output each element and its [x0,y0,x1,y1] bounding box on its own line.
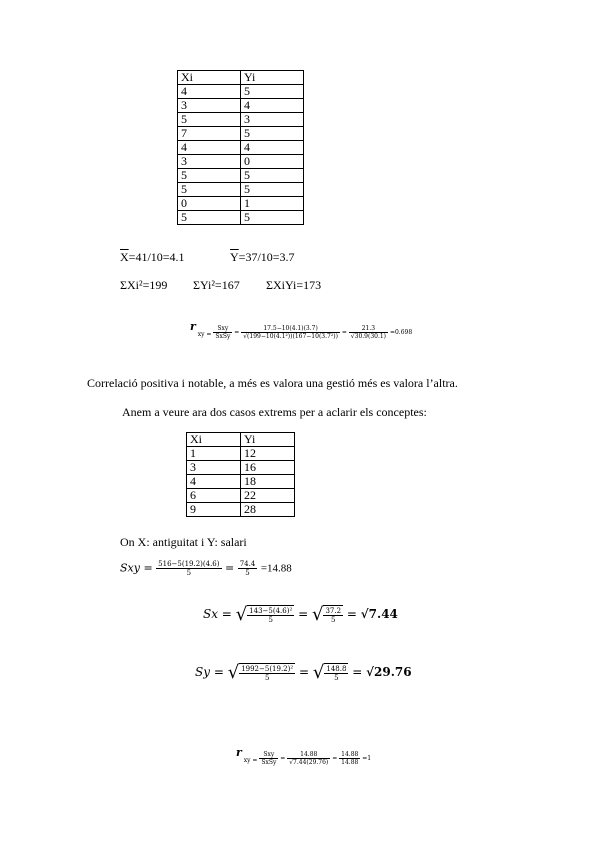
sxy-den1: 5 [186,569,192,577]
table-cell: 4 [187,475,241,489]
r2-sub: xy = [243,757,258,764]
sxy-num1: 516−5(19.2)(4.6) [158,560,220,568]
table-row [187,461,295,475]
table-row [178,197,304,211]
table-row [178,211,304,225]
r2-frac1-den: SxSy [261,759,277,766]
table-cell: 9 [187,503,241,517]
r1-frac2-den: √(199−10(4.1²))(167−10(3.7²)) [243,333,338,340]
table-cell: 5 [241,127,304,141]
table-row [187,489,295,503]
r2-frac2-den: √7.44(29.76) [289,759,329,766]
r2-frac3-num: 14.88 [341,751,359,758]
r1-label: r [190,320,196,333]
table-cell: 1 [241,197,304,211]
table-row [178,183,304,197]
table-cell: 5 [241,85,304,99]
table-row [178,155,304,169]
sum-x2: ΣXi²=199 [120,278,168,292]
table-row [178,85,304,99]
r1-result: =0.698 [389,329,413,336]
sy-calc: Sy = √ $\frac{\text{1992−5(19.2)²}}{5}$ = √ $\frac{148.8}{5}$ = √29.76 [195,662,412,683]
table-cell: 5 [178,211,241,225]
r1-frac1-num: Sxy [213,325,232,333]
table-cell: 5 [178,169,241,183]
sy-den2: 5 [334,674,339,682]
sxy-label: Sxy = [120,561,153,575]
table-cell: 3 [178,155,241,169]
intro-text-2: Anem a veure ara dos casos extrems per a aclarir els conceptes: [122,405,427,419]
table-cell: 4 [241,99,304,113]
sxy-frac2 [238,560,258,577]
table-cell: 3 [178,99,241,113]
r1-frac3-den: √30.9(30.1) [350,333,387,340]
table-row [187,503,295,517]
table-cell: 12 [241,447,295,461]
r1-frac1-den: SxSy [215,333,231,340]
table-cell: 4 [178,85,241,99]
x-mean-symbol: $\overline{X}$ [120,250,129,264]
r1-frac3-num: 21.3 [349,325,388,333]
r1-frac2 [241,325,340,340]
sy-label: Sy = [195,665,224,679]
table-row [178,99,304,113]
table-header-cell: Yi [241,71,304,85]
x-mean-value: =41/10=4.1 [128,250,185,264]
r2-label: r [236,746,242,759]
sxy-calc: Sxy = $\frac{516-5(19.2)(4.6)}{5}$ = $\frac{74.4}{5}$ =14.88 [120,560,292,577]
r1-frac3 [349,325,388,340]
table-cell: 7 [178,127,241,141]
table-header-cell: Xi [187,433,241,447]
table-cell: 1 [187,447,241,461]
r2-result: =1 [362,755,372,762]
sy-frac2 [324,665,348,682]
conclusion-text: Correlació positiva i notable, a més es valora una gestió més es valora l’altra. [87,376,458,390]
r2-frac1-num: Sxy [259,751,278,759]
sx-den2: 5 [331,616,336,624]
table-header-cell: Xi [178,71,241,85]
sx-result: √7.44 [360,607,398,621]
r2-frac1 [259,751,278,766]
table-cell: 4 [241,141,304,155]
sxy-frac1 [156,560,221,577]
sxy-num2: 74.4 [239,560,256,568]
table-cell: 0 [178,197,241,211]
table-cell: 3 [187,461,241,475]
table-row [178,113,304,127]
table-cell: 16 [241,461,295,475]
table-cell: 5 [241,211,304,225]
sxy-result: =14.88 [260,562,292,575]
table-header-row [178,71,304,85]
r2-frac3-den: 14.88 [341,759,359,766]
data-table-1 [177,70,304,225]
table-row [178,127,304,141]
sx-frac2 [323,607,343,624]
table-row [187,447,295,461]
sx-den1: 5 [268,616,273,624]
sx-calc: Sx = √ $\frac{\text{143−5(4.6)²}}{5}$ = √ $\frac{37.2}{5}$ = √7.44 [203,604,398,625]
table-row [187,475,295,489]
variables-text: On X: antiguitat i Y: salari [120,535,247,549]
sx-label: Sx = [203,607,232,621]
sxy-den2: 5 [245,569,250,577]
table-cell: 5 [241,169,304,183]
table-header-row [187,433,295,447]
table-row [178,169,304,183]
table-cell: 22 [241,489,295,503]
r2-frac3 [339,751,360,766]
table-cell: 5 [241,183,304,197]
sum-y2: ΣYi²=167 [193,278,240,292]
data-table-2 [186,432,295,517]
table-cell: 5 [178,183,241,197]
sum-xy: ΣXiYi=173 [266,278,322,292]
table-cell: 0 [241,155,304,169]
y-mean-value: =37/10=3.7 [238,250,295,264]
r1-frac1 [213,325,232,340]
sy-num2: 148.8 [326,665,347,673]
r-formula-2: r xy = $\frac{\text{Sxy}}{\text{SxSy}}$ = $\frac{14.88}{√7.44(29.76)}$ = $\frac{14.88}{14.88}$ =1 [236,746,372,766]
r2-frac2-num: 14.88 [287,751,330,759]
table-cell: 5 [178,113,241,127]
sx-num2: 37.2 [325,607,342,615]
table-cell: 18 [241,475,295,489]
x-mean-line [120,250,185,265]
table-cell: 3 [241,113,304,127]
sy-result: √29.76 [366,665,412,679]
sx-num1: 143−5(4.6)² [249,607,293,615]
table-cell: 28 [241,503,295,517]
y-mean-symbol: $\overline{Y}$ [230,250,239,264]
r-formula-1: r xy = $\frac{\text{Sxy}}{\text{SxSy}}$ = $\frac{17.5-10(4.1)(3.7)}{\text{√(199−10(4.1²))(167−10(3.7²))}}$ = $\frac{21.3}{√30.9(30.1)}$ =0.698 [190,320,413,340]
r1-sub: xy = [197,331,212,338]
sy-num1: 1992−5(19.2)² [241,665,294,673]
sy-den1: 5 [264,674,270,682]
sy-frac1 [239,665,295,682]
table-header-cell: Yi [241,433,295,447]
table-cell: 4 [178,141,241,155]
r1-frac2-num: 17.5−10(4.1)(3.7) [241,325,340,333]
r2-frac2 [287,751,330,766]
table-row [178,141,304,155]
table-cell: 6 [187,489,241,503]
y-mean-line [230,250,295,265]
sx-frac1 [247,607,294,624]
